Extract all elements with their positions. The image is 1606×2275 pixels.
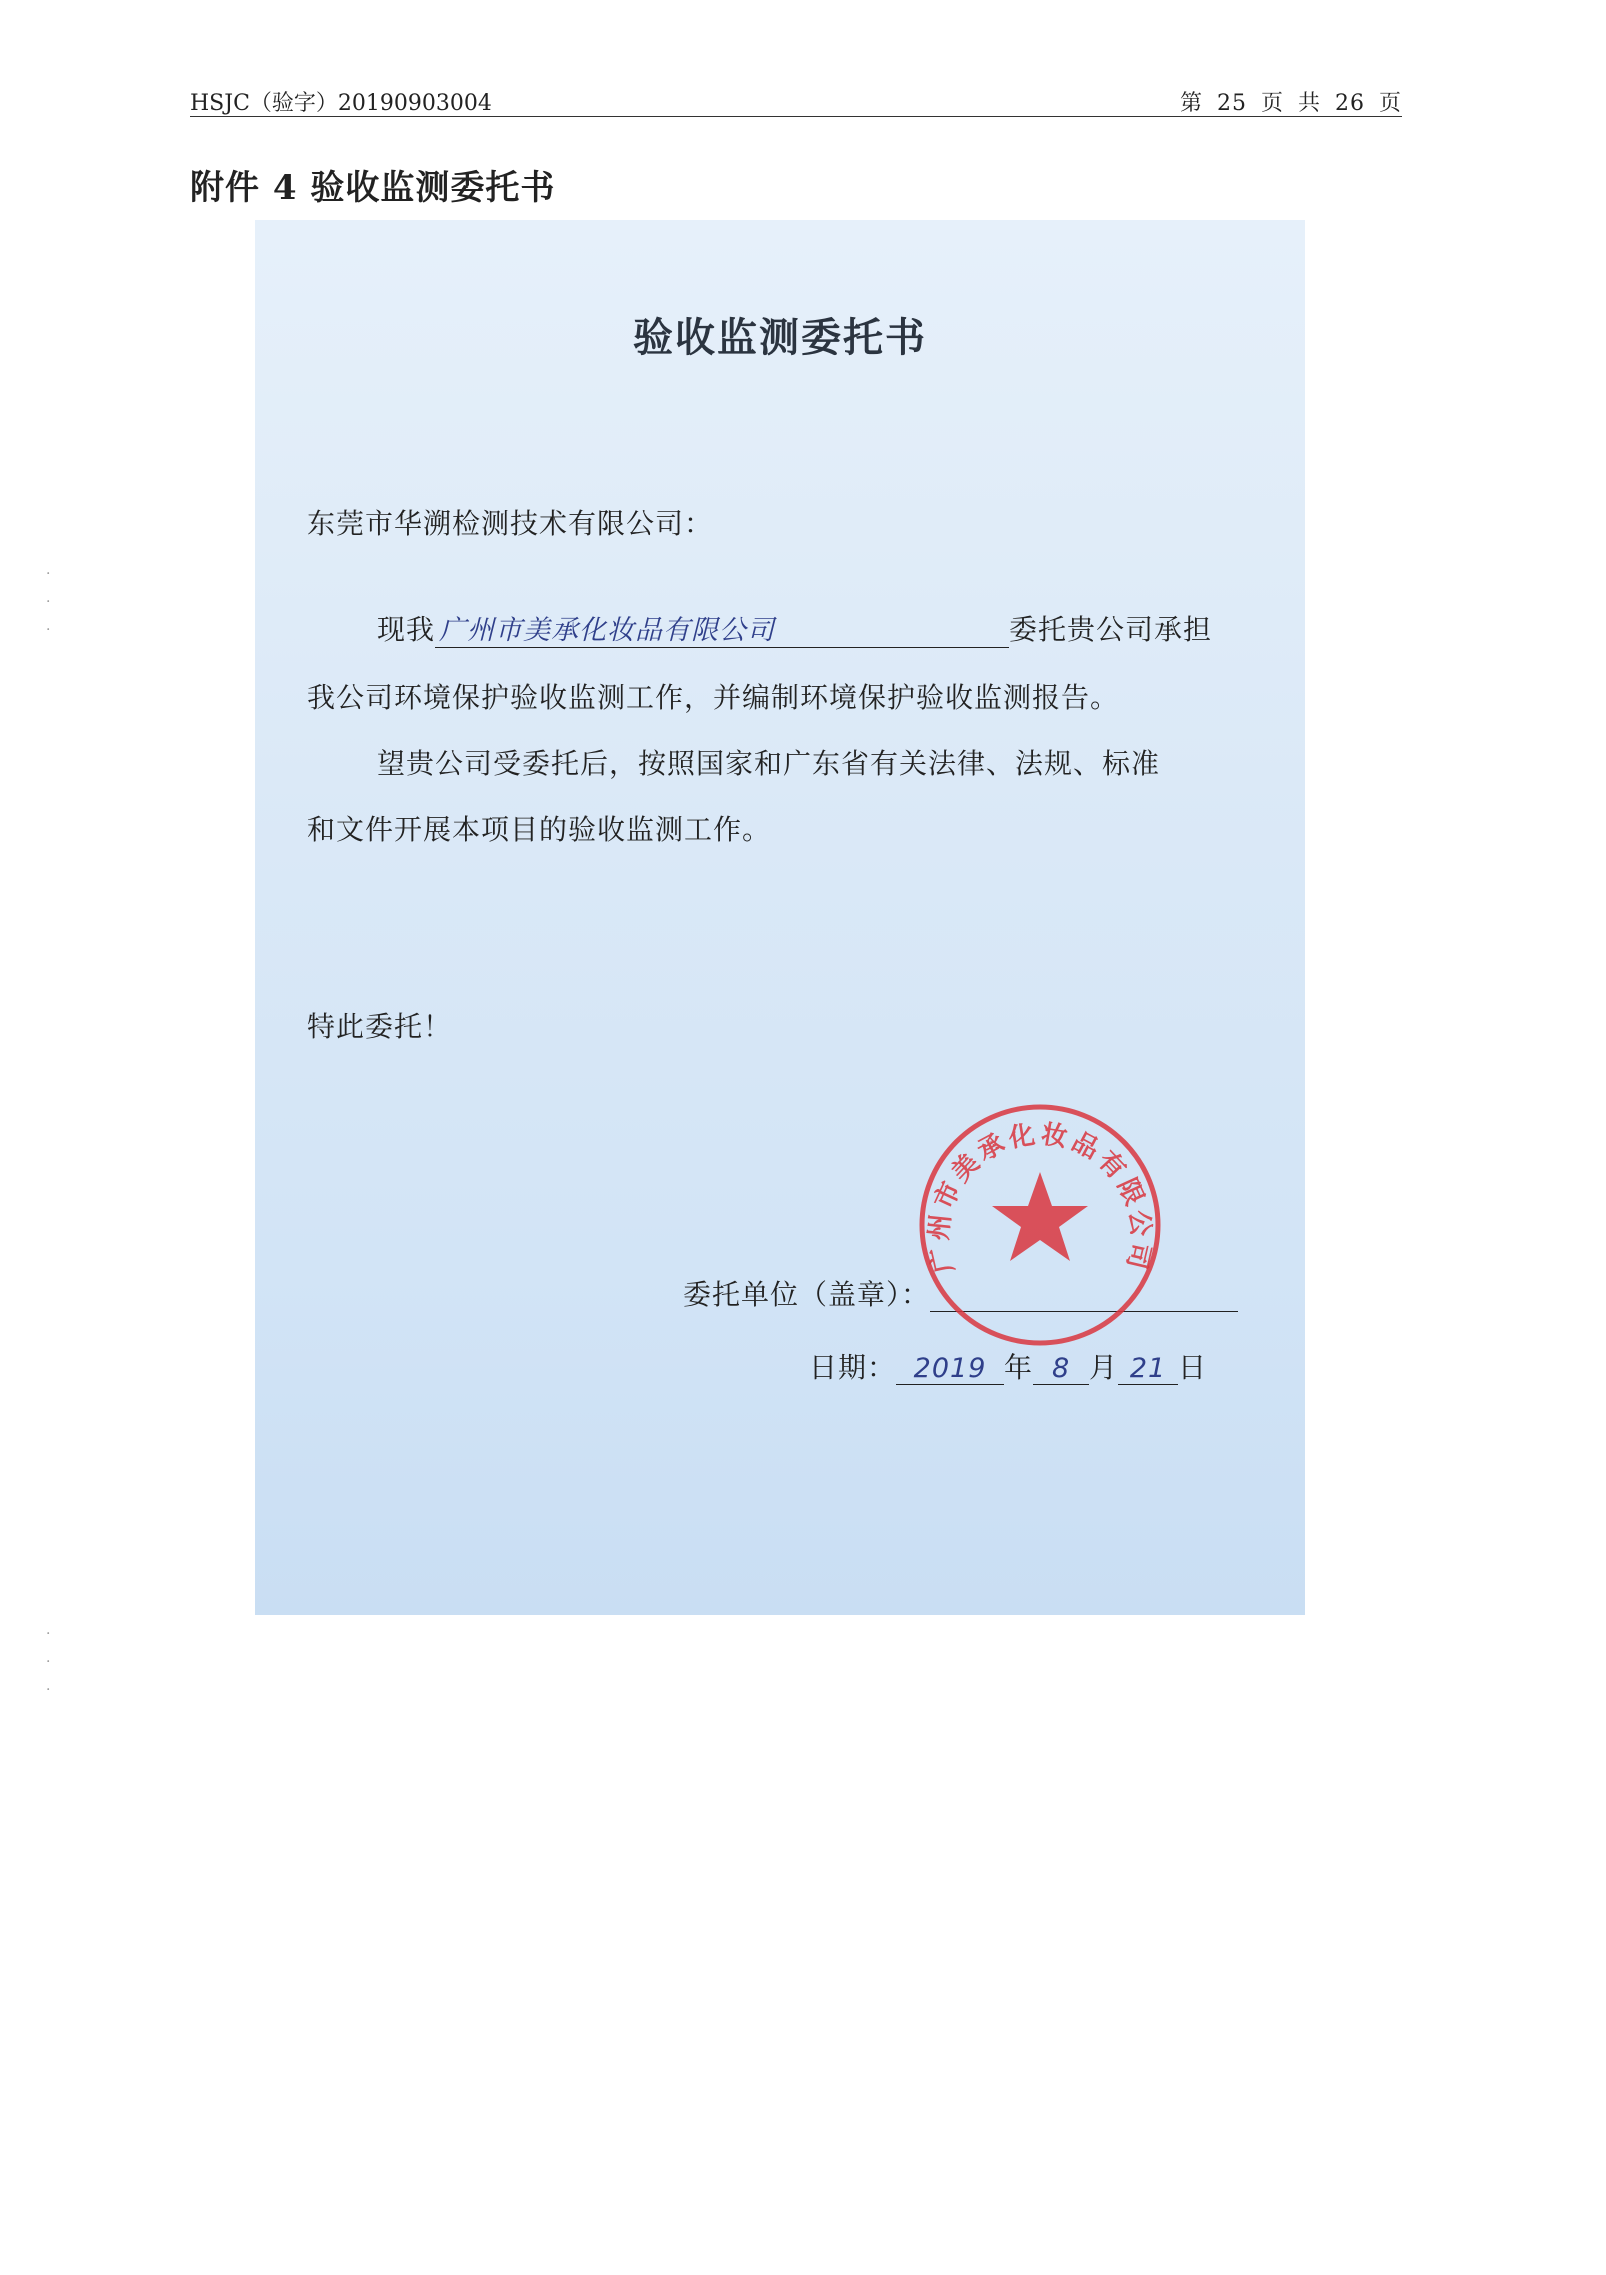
date-month: 8: [1033, 1353, 1089, 1385]
date-label: 日期：: [809, 1351, 897, 1384]
company-seal: [915, 1100, 1165, 1350]
paragraph-2-line-2: 和文件开展本项目的验收监测工作。: [307, 813, 772, 846]
date-day-unit: 日: [1178, 1351, 1208, 1384]
para1-suffix: 委托贵公司承担: [1009, 613, 1213, 646]
date-day: 21: [1118, 1353, 1178, 1385]
scanned-letter: [255, 220, 1305, 1615]
letter-title: 验收监测委托书: [633, 314, 927, 361]
report-reference: HSJC（验字）20190903004: [190, 91, 492, 116]
date-month-unit: 月: [1089, 1351, 1119, 1384]
paragraph-1-line-2: 我公司环境保护验收监测工作，并编制环境保护验收监测报告。: [307, 681, 1120, 714]
addressee: 东莞市华溯检测技术有限公司：: [307, 507, 714, 540]
paragraph-1-line-1: [377, 608, 1212, 648]
date-year-unit: 年: [1004, 1351, 1034, 1384]
attachment-title: 附件 4 验收监测委托书: [190, 168, 556, 208]
paragraph-2-line-1: 望贵公司受委托后，按照国家和广东省有关法律、法规、标准: [377, 747, 1161, 780]
date-year: 2019: [896, 1353, 1004, 1385]
page-header: [190, 84, 1402, 117]
closing-line: 特此委托！: [307, 1010, 453, 1043]
binding-marks: · · ·: [46, 566, 51, 638]
binding-marks: · · ·: [46, 1626, 51, 1698]
signatory-label: 委托单位（盖章）：: [683, 1278, 931, 1311]
date-line: [809, 1346, 1207, 1386]
seal-star-icon: [992, 1172, 1088, 1261]
page-number: 第 25 页 共 26 页: [1180, 91, 1402, 116]
filled-company-name: 广州市美承化妆品有限公司: [435, 608, 1009, 648]
seal-text: 广州市美承化妆品有限公司: [924, 1119, 1156, 1276]
para1-prefix: 现我: [377, 613, 436, 646]
